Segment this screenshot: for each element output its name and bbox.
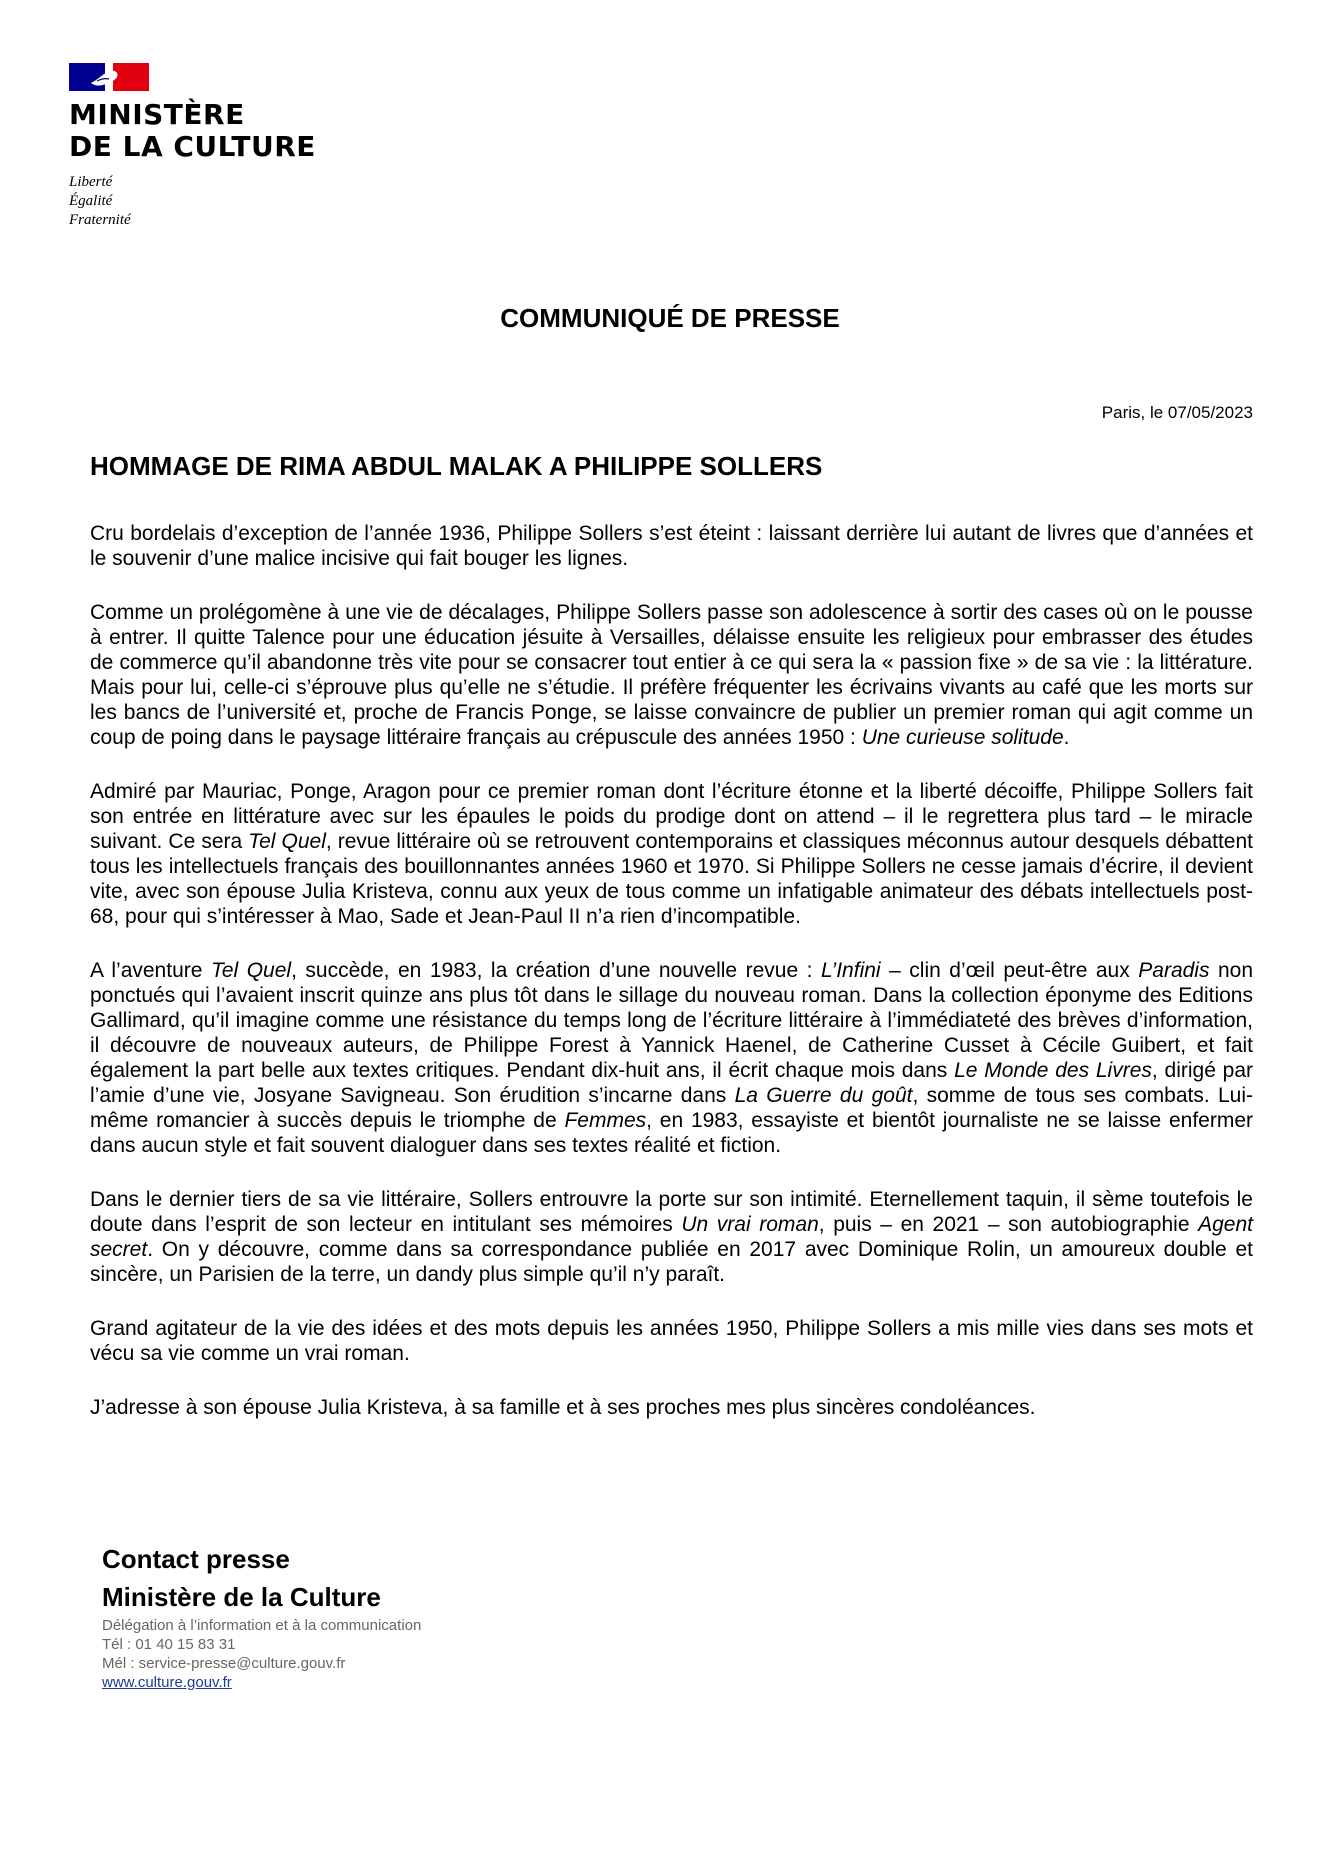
body-paragraph xyxy=(90,779,1253,929)
document-type-heading: COMMUNIQUÉ DE PRESSE xyxy=(500,303,840,333)
body-paragraph xyxy=(90,1187,1253,1287)
contact-heading: Contact presse xyxy=(102,1544,290,1574)
text-run: A l’aventure xyxy=(90,959,211,982)
body-paragraph xyxy=(90,521,1253,571)
italic-title: Paradis xyxy=(1138,959,1210,982)
motto-egalite: Égalité xyxy=(69,193,113,209)
body-paragraph xyxy=(90,600,1253,750)
body-paragraph xyxy=(90,958,1253,1158)
text-run: Dans le dernier tiers de sa vie littéraire, Sollers entrouvre la porte sur son intimité. Eternellement taquin, il sème toutefois le doute dans l’esprit de son lecteur en intitulant ses mémoires xyxy=(90,1188,1253,1236)
text-run: Grand agitateur de la vie des idées et des mots depuis les années 1950, Philippe Sollers a mis mille vies dans ses mots et vécu sa vie comme un vrai roman. xyxy=(90,1317,1253,1365)
text-run: , dirigé par l’amie d’une vie, Josyane Savigneau. Son érudition s’incarne dans xyxy=(90,1059,1254,1107)
motto-liberte: Liberté xyxy=(69,174,113,190)
contact-email: Mél : service-presse@culture.gouv.fr xyxy=(102,1655,346,1672)
italic-title: L’Infini xyxy=(821,959,881,982)
text-run: , revue littéraire où se retrouvent contemporains et classiques méconnus autour desquels débattent tous les intellectuels français des bouillonnantes années 1960 et 1970. Si Philippe Sollers ne cesse jamais d’écrire, il devient vite, avec son épouse Julia Kristeva, connu aux yeux de tous comme un infatigable animateur des débats intellectuels post-68, pour qui s’intéresser à Mao, Sade et Jean-Paul II n’a rien d’incompatible. xyxy=(90,830,1253,928)
ministry-logo xyxy=(69,61,316,230)
italic-title: Un vrai roman xyxy=(681,1213,819,1236)
press-release-body xyxy=(90,521,1253,1449)
contact-ministry: Ministère de la Culture xyxy=(102,1582,381,1612)
italic-title: La Guerre du goût xyxy=(734,1084,913,1107)
text-run: Admiré par Mauriac, Ponge, Aragon pour ce premier roman dont l’écriture étonne et la liberté décoiffe, Philippe Sollers fait son entrée en littérature avec sur les épaules le poids du prodige dont on attend – il le regrettera plus tard – le miracle suivant. Ce sera xyxy=(90,780,1253,853)
republic-motto xyxy=(69,173,316,230)
ministry-name xyxy=(69,99,316,163)
body-paragraph xyxy=(90,1316,1253,1366)
italic-title: Agent secret xyxy=(90,1213,1253,1261)
contact-department: Délégation à l’information et à la communication xyxy=(102,1617,422,1634)
press-release-title: HOMMAGE DE RIMA ABDUL MALAK A PHILIPPE SOLLERS xyxy=(90,451,823,481)
contact-phone: Tél : 01 40 15 83 31 xyxy=(102,1636,236,1653)
text-run: Comme un prolégomène à une vie de décalages, Philippe Sollers passe son adolescence à sortir des cases où on le pousse à entrer. Il quitte Talence pour une éducation jésuite à Versailles, délaisse ensuite les religieux pour embrasser des études de commerce qu’il abandonne très vite pour se consacrer tout entier à ce qui sera la « passion fixe » de sa vie : la littérature. Mais pour lui, celle-ci s’éprouve plus qu’elle ne s’étudie. Il préfère fréquenter les écrivains vivants au café que les morts sur les bancs de l’université et, proche de Francis Ponge, se laisse convaincre de publier un premier roman qui agit comme un coup de poing dans le paysage littéraire français au crépuscule des années 1950 : xyxy=(90,601,1253,749)
text-run: J’adresse à son épouse Julia Kristeva, à sa famille et à ses proches mes plus sincères condoléances. xyxy=(90,1396,1036,1419)
italic-title: Tel Quel xyxy=(248,830,326,853)
body-paragraph xyxy=(90,1395,1253,1420)
text-run: , succède, en 1983, la création d’une nouvelle revue : xyxy=(291,959,822,982)
press-release-date: Paris, le 07/05/2023 xyxy=(1101,403,1253,422)
ministry-name-line2: DE LA CULTURE xyxy=(69,130,316,163)
text-run: non ponctués qui l’avaient inscrit quinze ans plus tôt dans le sillage du nouveau roman. Dans la collection éponyme des Editions Gallimard, qu’il imagine comme une résistance du temps long de l’écriture littéraire à l’immédiateté des brèves d’information, il découvre de nouveaux auteurs, de Philippe Forest à Yannick Haenel, de Catherine Cusset à Cécile Guibert, et fait également la part belle aux textes critiques. Pendant dix-huit ans, il écrit chaque mois dans xyxy=(90,959,1254,1082)
text-run: . xyxy=(1063,726,1070,749)
italic-title: Femmes xyxy=(564,1109,647,1132)
contact-website-link[interactable]: www.culture.gouv.fr xyxy=(102,1674,232,1691)
italic-title: Le Monde des Livres xyxy=(954,1059,1152,1082)
press-contact-block xyxy=(102,1540,421,1692)
text-run: . On y découvre, comme dans sa correspondance publiée en 2017 avec Dominique Rolin, un amoureux double et sincère, un Parisien de la terre, un dandy plus simple qu’il n’y paraît. xyxy=(90,1238,1253,1286)
italic-title: Tel Quel xyxy=(210,959,292,982)
ministry-name-line1: MINISTÈRE xyxy=(69,98,245,131)
text-run: , en 1983, essayiste et bientôt journaliste ne se laisse enfermer dans aucun style et fait souvent dialoguer dans ses textes réalité et fiction. xyxy=(90,1109,1253,1157)
italic-title: Une curieuse solitude xyxy=(861,726,1064,749)
marianne-flag-icon xyxy=(69,61,149,93)
text-run: Cru bordelais d’exception de l’année 1936, Philippe Sollers s’est éteint : laissant derrière lui autant de livres que d’années et le souvenir d’une malice incisive qui fait bouger les lignes. xyxy=(90,522,1253,570)
text-run: , somme de tous ses combats. Lui-même romancier à succès depuis le triomphe de xyxy=(90,1084,1253,1132)
text-run: , puis – en 2021 – son autobiographie xyxy=(818,1213,1199,1236)
motto-fraternite: Fraternité xyxy=(69,212,131,228)
text-run: – clin d’œil peut-être aux xyxy=(880,959,1139,982)
